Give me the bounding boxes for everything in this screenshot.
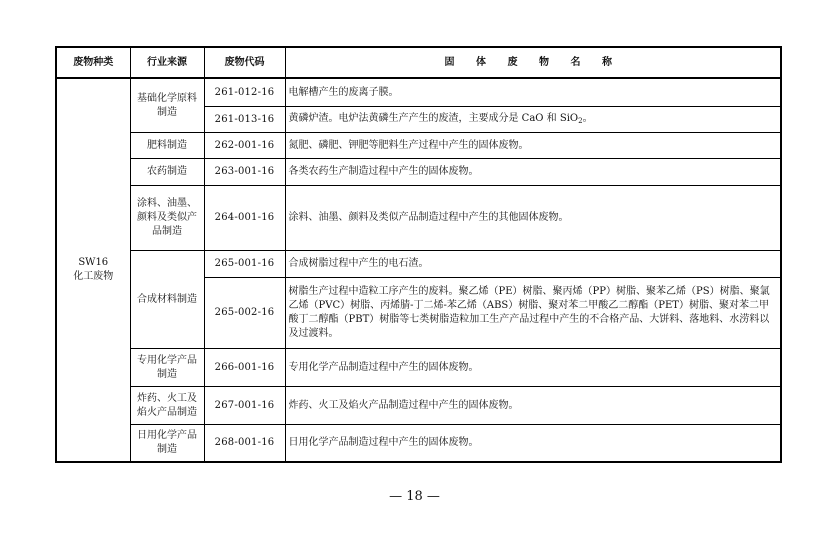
description-text: 黄磷炉渣。电炉法黄磷生产产生的废渣，主要成分是 CaO 和 SiO (288, 112, 579, 124)
category-cell (56, 78, 130, 462)
code-cell: 261-013-16 (204, 107, 285, 133)
category-code: SW16 (78, 257, 109, 268)
table-row (56, 251, 781, 278)
table-row (56, 133, 781, 159)
industry-cell: 涂料、油墨、颜料及类似产品制造 (130, 186, 204, 251)
industry-cell: 合成材料制造 (130, 251, 204, 349)
code-cell: 261-012-16 (204, 78, 285, 107)
code-cell: 263-001-16 (204, 159, 285, 186)
code-cell: 267-001-16 (204, 387, 285, 425)
description-cell: 氮肥、磷肥、钾肥等肥料生产过程中产生的固体废物。 (285, 133, 781, 159)
code-cell: 264-001-16 (204, 186, 285, 251)
description-cell: 各类农药生产制造过程中产生的固体废物。 (285, 159, 781, 186)
table-header-row (56, 47, 781, 78)
industry-cell: 专用化学产品制造 (130, 349, 204, 387)
description-cell: 合成树脂过程中产生的电石渣。 (285, 251, 781, 278)
industry-cell: 农药制造 (130, 159, 204, 186)
table-row (56, 387, 781, 425)
description-cell (285, 107, 781, 133)
industry-cell: 日用化学产品制造 (130, 425, 204, 463)
table-row (56, 349, 781, 387)
code-cell: 265-002-16 (204, 278, 285, 349)
table-row (56, 78, 781, 107)
table-row (56, 186, 781, 251)
subscript: 2 (578, 116, 583, 125)
description-cell: 炸药、火工及焰火产品制造过程中产生的固体废物。 (285, 387, 781, 425)
table-row (56, 425, 781, 463)
waste-table (55, 46, 782, 463)
header-category: 废物种类 (56, 47, 130, 78)
description-cell: 电解槽产生的废离子膜。 (285, 78, 781, 107)
table-row (56, 159, 781, 186)
industry-cell: 基础化学原料制造 (130, 78, 204, 133)
description-cell: 专用化学产品制造过程中产生的固体废物。 (285, 349, 781, 387)
industry-cell: 肥料制造 (130, 133, 204, 159)
page-number: — 18 — (389, 489, 440, 504)
code-cell: 262-001-16 (204, 133, 285, 159)
code-cell: 266-001-16 (204, 349, 285, 387)
description-cell: 涂料、油墨、颜料及类似产品制造过程中产生的其他固体废物。 (285, 186, 781, 251)
industry-cell: 炸药、火工及焰火产品制造 (130, 387, 204, 425)
category-name: 化工废物 (73, 271, 114, 282)
header-name: 固 体 废 物 名 称 (285, 47, 781, 78)
code-cell: 265-001-16 (204, 251, 285, 278)
header-industry: 行业来源 (130, 47, 204, 78)
header-code: 废物代码 (204, 47, 285, 78)
description-cell: 树脂生产过程中造粒工序产生的废料。聚乙烯（PE）树脂、聚丙烯（PP）树脂、聚苯乙烯（PS）树脂、聚氯乙烯（PVC）树脂、丙烯腈-丁二烯-苯乙烯（ABS）树脂、聚对苯二甲酸乙二醇酯（PET）树脂、聚对苯二甲酸丁二醇酯（PBT）树脂等七类树脂造粒加工生产产品过程中产生的不合格产品、大饼料、落地料、水涝料以及过渡料。 (285, 278, 781, 349)
description-end: 。 (582, 112, 593, 124)
description-cell: 日用化学产品制造过程中产生的固体废物。 (285, 425, 781, 463)
code-cell: 268-001-16 (204, 425, 285, 463)
